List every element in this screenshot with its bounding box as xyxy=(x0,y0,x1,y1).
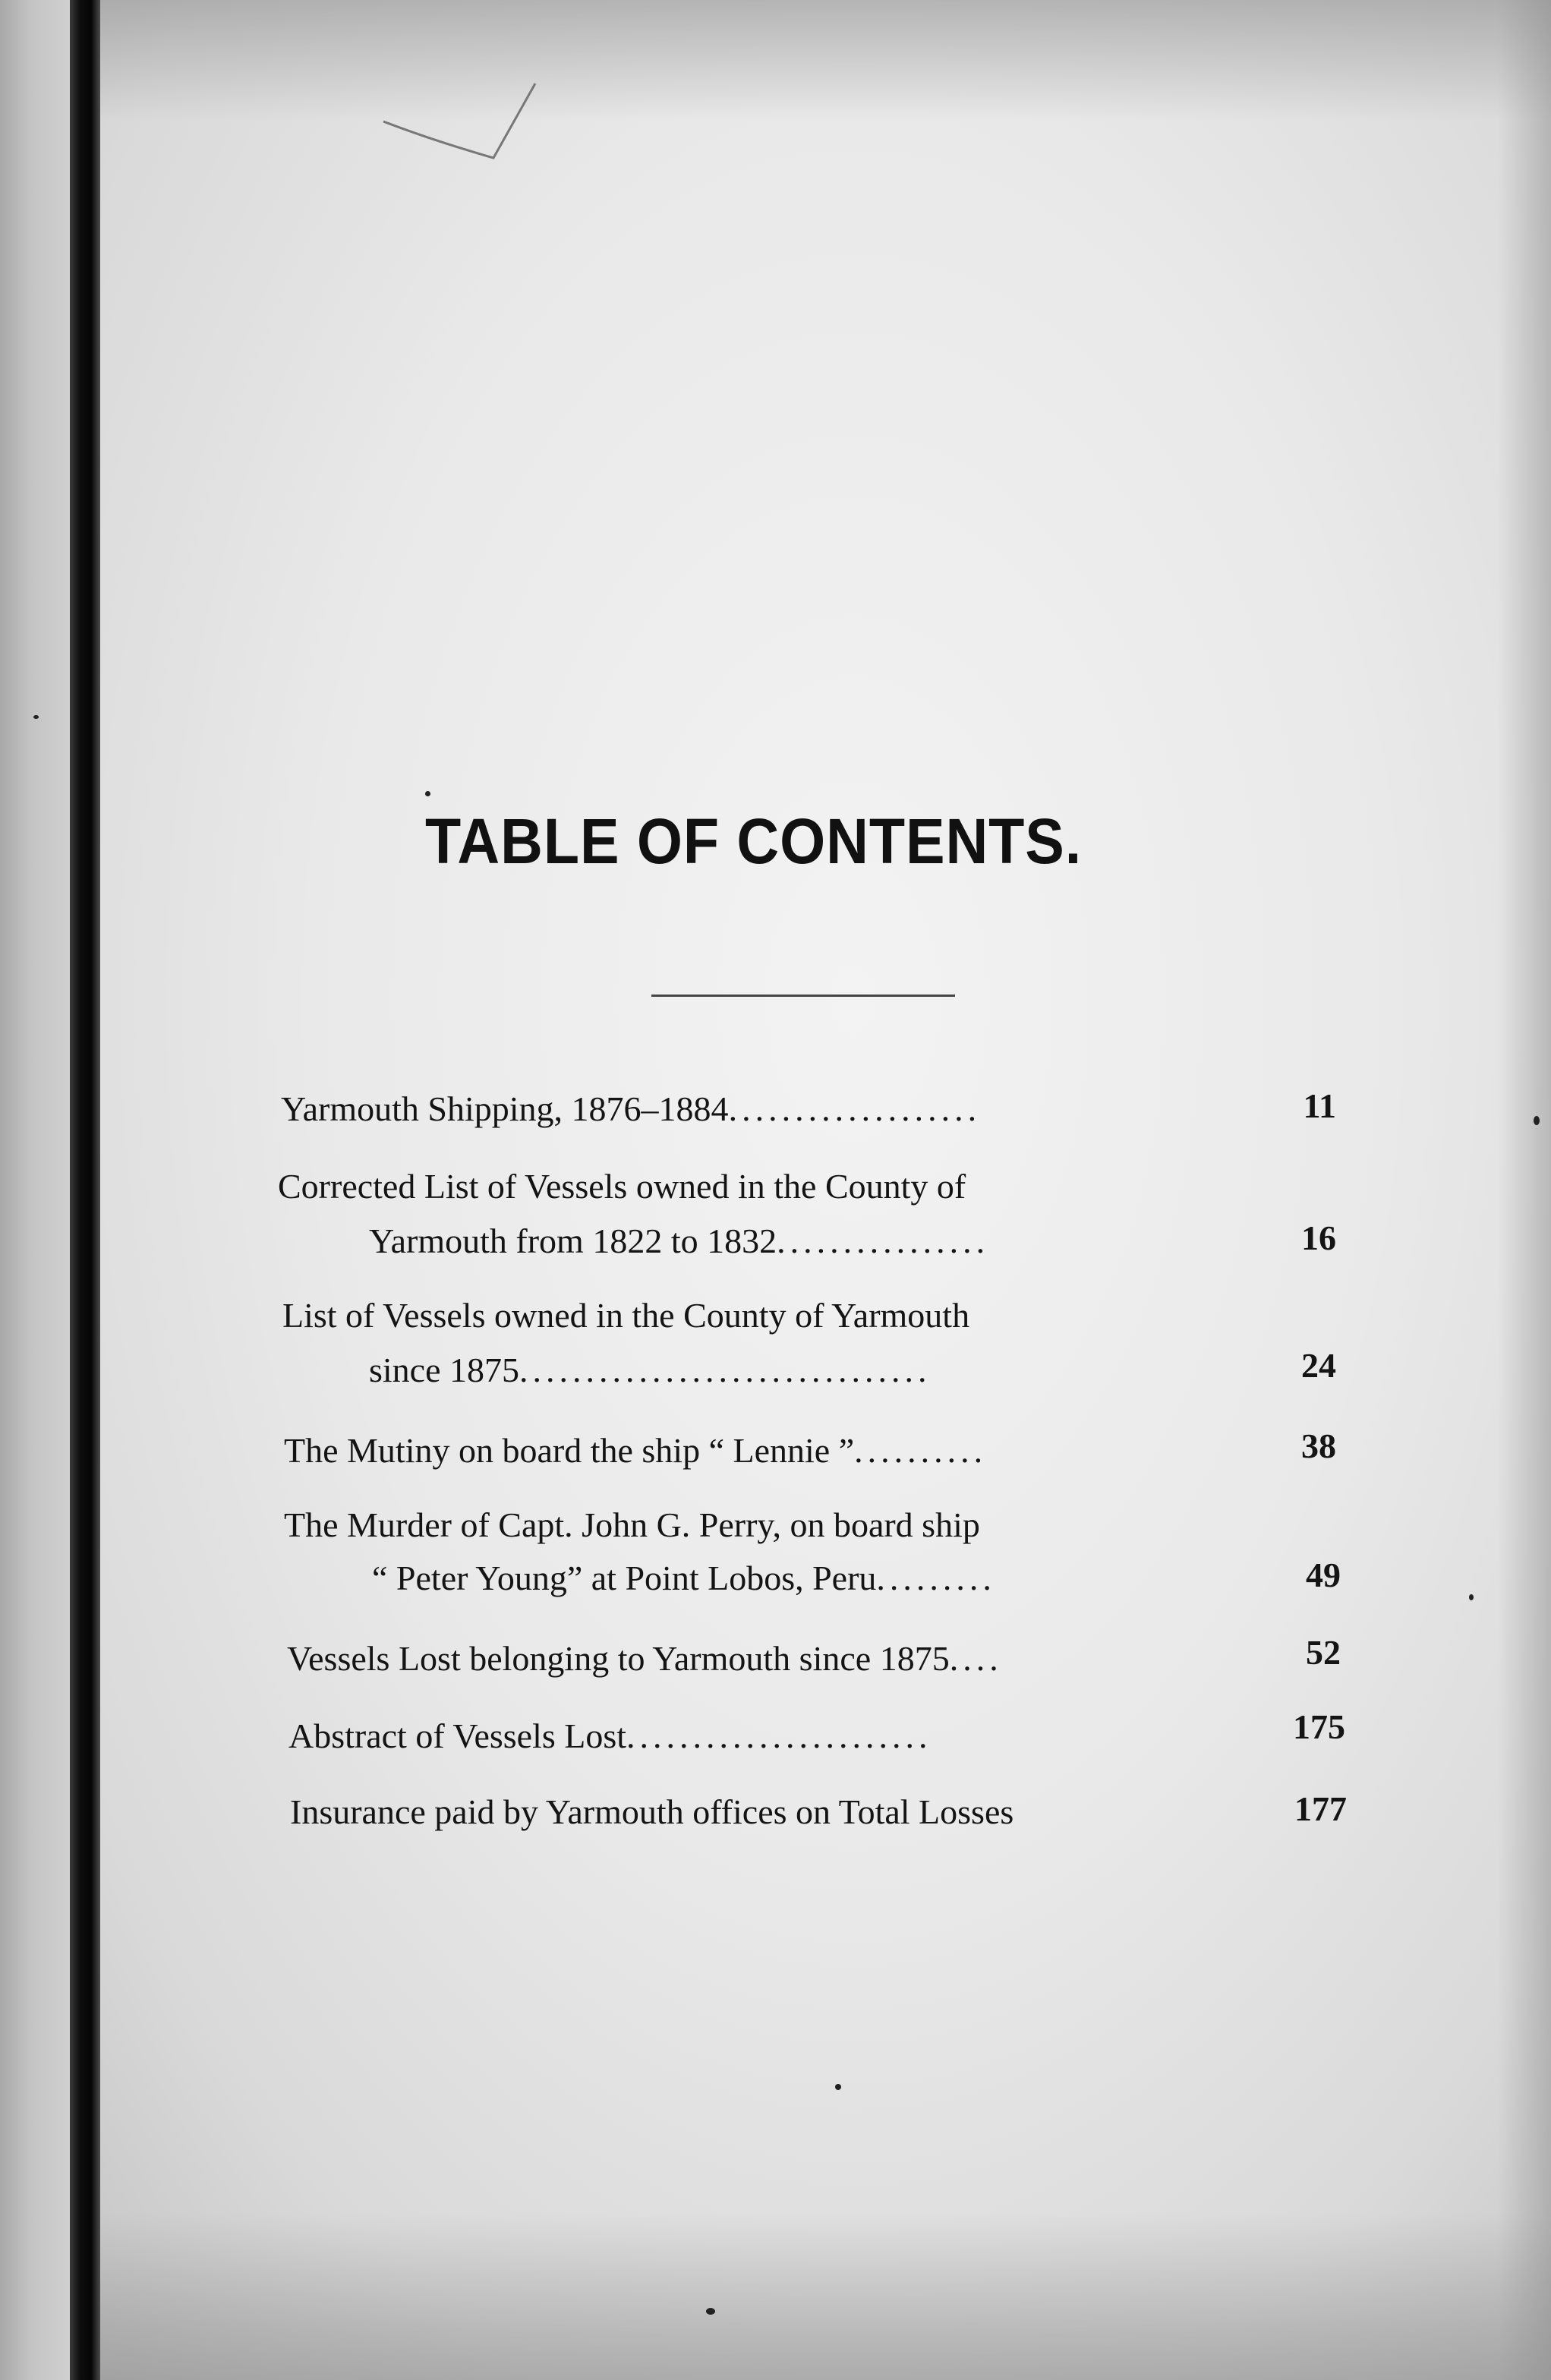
toc-entry-text: Abstract of Vessels Lost....................... xyxy=(288,1716,932,1755)
toc-entry-text: Yarmouth Shipping, 1876–1884................... xyxy=(281,1089,982,1128)
pencil-check-mark xyxy=(380,76,554,167)
scan-speck xyxy=(835,2084,841,2090)
toc-entry-text: Vessels Lost belonging to Yarmouth since 1875.... xyxy=(287,1639,1003,1678)
scan-speck xyxy=(1534,1116,1540,1125)
scan-speck xyxy=(706,2308,715,2315)
toc-entry-text: Yarmouth from 1822 to 1832................ xyxy=(369,1222,990,1260)
scan-shade-bottom xyxy=(100,2213,1551,2380)
toc-page-number: 175 xyxy=(1293,1707,1345,1746)
binding-shadow xyxy=(70,0,100,2380)
toc-page-number: 52 xyxy=(1306,1633,1341,1672)
toc-entry-text: since 1875............................... xyxy=(369,1351,932,1389)
toc-page-number: 177 xyxy=(1294,1789,1347,1828)
scan-speck xyxy=(1469,1594,1474,1600)
toc-entry-text: Corrected List of Vessels owned in the County of xyxy=(278,1167,966,1206)
toc-entry-text: “ Peter Young” at Point Lobos, Peru......... xyxy=(372,1559,996,1597)
page-edge-right xyxy=(1498,0,1551,2380)
page-title: TABLE OF CONTENTS. xyxy=(425,805,1083,877)
toc-entry-text: List of Vessels owned in the County of Yarmouth xyxy=(282,1296,970,1335)
scan-speck xyxy=(425,791,430,796)
title-divider xyxy=(651,995,955,997)
toc-page-number: 24 xyxy=(1301,1346,1336,1385)
toc-page-number: 49 xyxy=(1306,1556,1341,1594)
toc-page-number: 16 xyxy=(1301,1218,1336,1257)
toc-page-number: 38 xyxy=(1301,1426,1336,1465)
toc-entry-text: The Murder of Capt. John G. Perry, on board ship xyxy=(284,1505,980,1544)
scan-shade-top xyxy=(100,0,1551,121)
page-edge-left xyxy=(0,0,70,2380)
toc-entry-text: The Mutiny on board the ship “ Lennie ”.......... xyxy=(284,1431,988,1470)
toc-entry-text: Insurance paid by Yarmouth offices on Total Losses xyxy=(290,1792,1014,1831)
toc-page-number: 11 xyxy=(1303,1086,1336,1125)
scan-speck xyxy=(33,715,39,719)
